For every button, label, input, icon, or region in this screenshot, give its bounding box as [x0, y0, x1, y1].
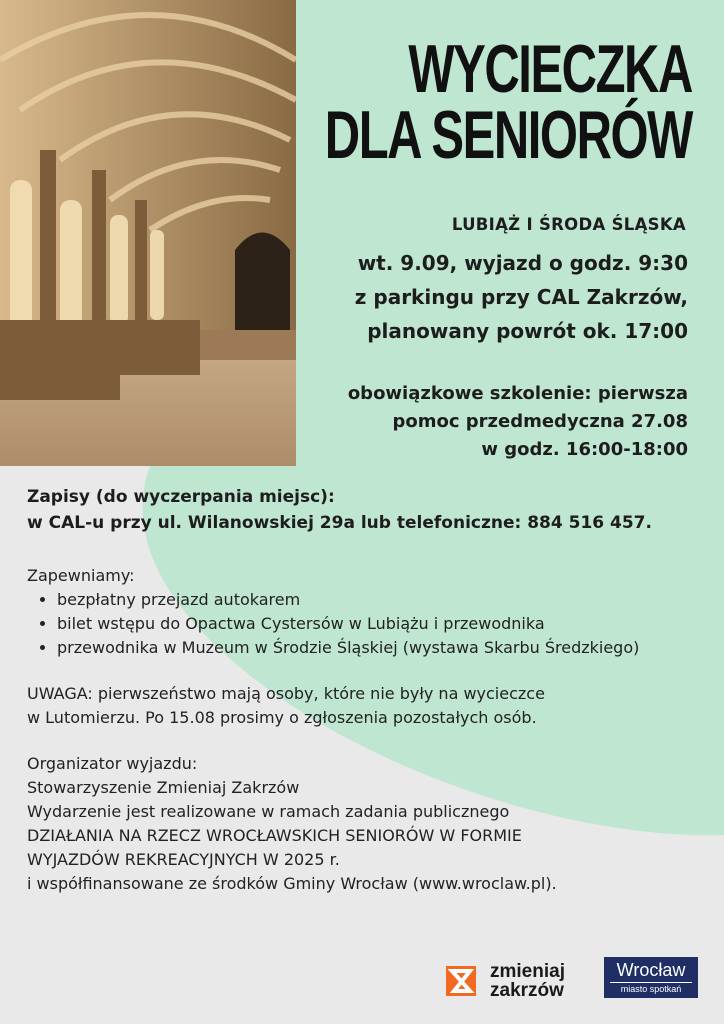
organizer-name: Stowarzyszenie Zmieniaj Zakrzów: [27, 778, 300, 797]
notice-line-2: w Lutomierzu. Po 15.08 prosimy o zgłoszenia pozostałych osób.: [27, 708, 537, 727]
provide-heading: Zapewniamy:: [27, 566, 135, 585]
notice-line-1: UWAGA: pierwszeństwo mają osoby, które nie były na wycieczce: [27, 684, 545, 703]
organizer-line-6: i współfinansowane ze środków Gminy Wrocław (www.wroclaw.pl).: [27, 874, 557, 893]
signup-block: [27, 484, 652, 536]
title-line-1: WYCIECZKA: [408, 31, 692, 107]
organizer-line-3: Wydarzenie jest realizowane w ramach zadania publicznego: [27, 802, 510, 821]
details-body: [27, 564, 707, 896]
training-block: [348, 380, 688, 464]
destination-label: LUBIĄŻ I ŚRODA ŚLĄSKA: [451, 215, 686, 234]
schedule-date-line: wt. 9.09, wyjazd o godz. 9:30: [357, 251, 688, 275]
logo-text-line-2: zakrzów: [490, 980, 564, 1001]
schedule-departure-line: z parkingu przy CAL Zakrzów,: [354, 285, 688, 309]
signup-details: w CAL-u przy ul. Wilanowskiej 29a lub telefoniczne: 884 516 457.: [27, 513, 652, 533]
training-line-1: obowiązkowe szkolenie: pierwsza: [347, 383, 688, 404]
organizer-heading: Organizator wyjazdu:: [27, 754, 198, 773]
zz-mark-icon: [446, 966, 476, 996]
organizer-line-5: WYJAZDÓW REKREACYJNYCH W 2025 r.: [27, 850, 340, 869]
title-line-2: DLA SENIORÓW: [324, 97, 692, 173]
wroclaw-logo-sub: miasto spotkań: [610, 982, 692, 996]
schedule-block: [355, 246, 688, 348]
zmieniaj-zakrzow-logo: [446, 962, 565, 1000]
wroclaw-logo: [604, 957, 698, 998]
provide-item: • bezpłatny przejazd autokarem: [57, 588, 707, 612]
organizer-line-4: DZIAŁANIA NA RZECZ WROCŁAWSKICH SENIORÓW W FORMIE: [27, 826, 522, 845]
wroclaw-logo-main: Wrocław: [616, 960, 686, 980]
schedule-return-line: planowany powrót ok. 17:00: [367, 319, 688, 343]
signup-heading: Zapisy (do wyczerpania miejsc):: [27, 487, 335, 507]
provide-list: [27, 588, 707, 660]
event-title: [324, 31, 692, 173]
training-line-2: pomoc przedmedyczna 27.08: [392, 411, 688, 432]
provide-item: • bilet wstępu do Opactwa Cystersów w Lubiążu i przewodnika: [57, 612, 707, 636]
logo-text-line-1: zmieniaj: [490, 961, 565, 982]
cloister-arches-photo: [0, 0, 296, 466]
training-line-3: w godz. 16:00-18:00: [481, 439, 688, 460]
provide-item: • przewodnika w Muzeum w Środzie Śląskiej (wystawa Skarbu Średzkiego): [57, 636, 707, 660]
